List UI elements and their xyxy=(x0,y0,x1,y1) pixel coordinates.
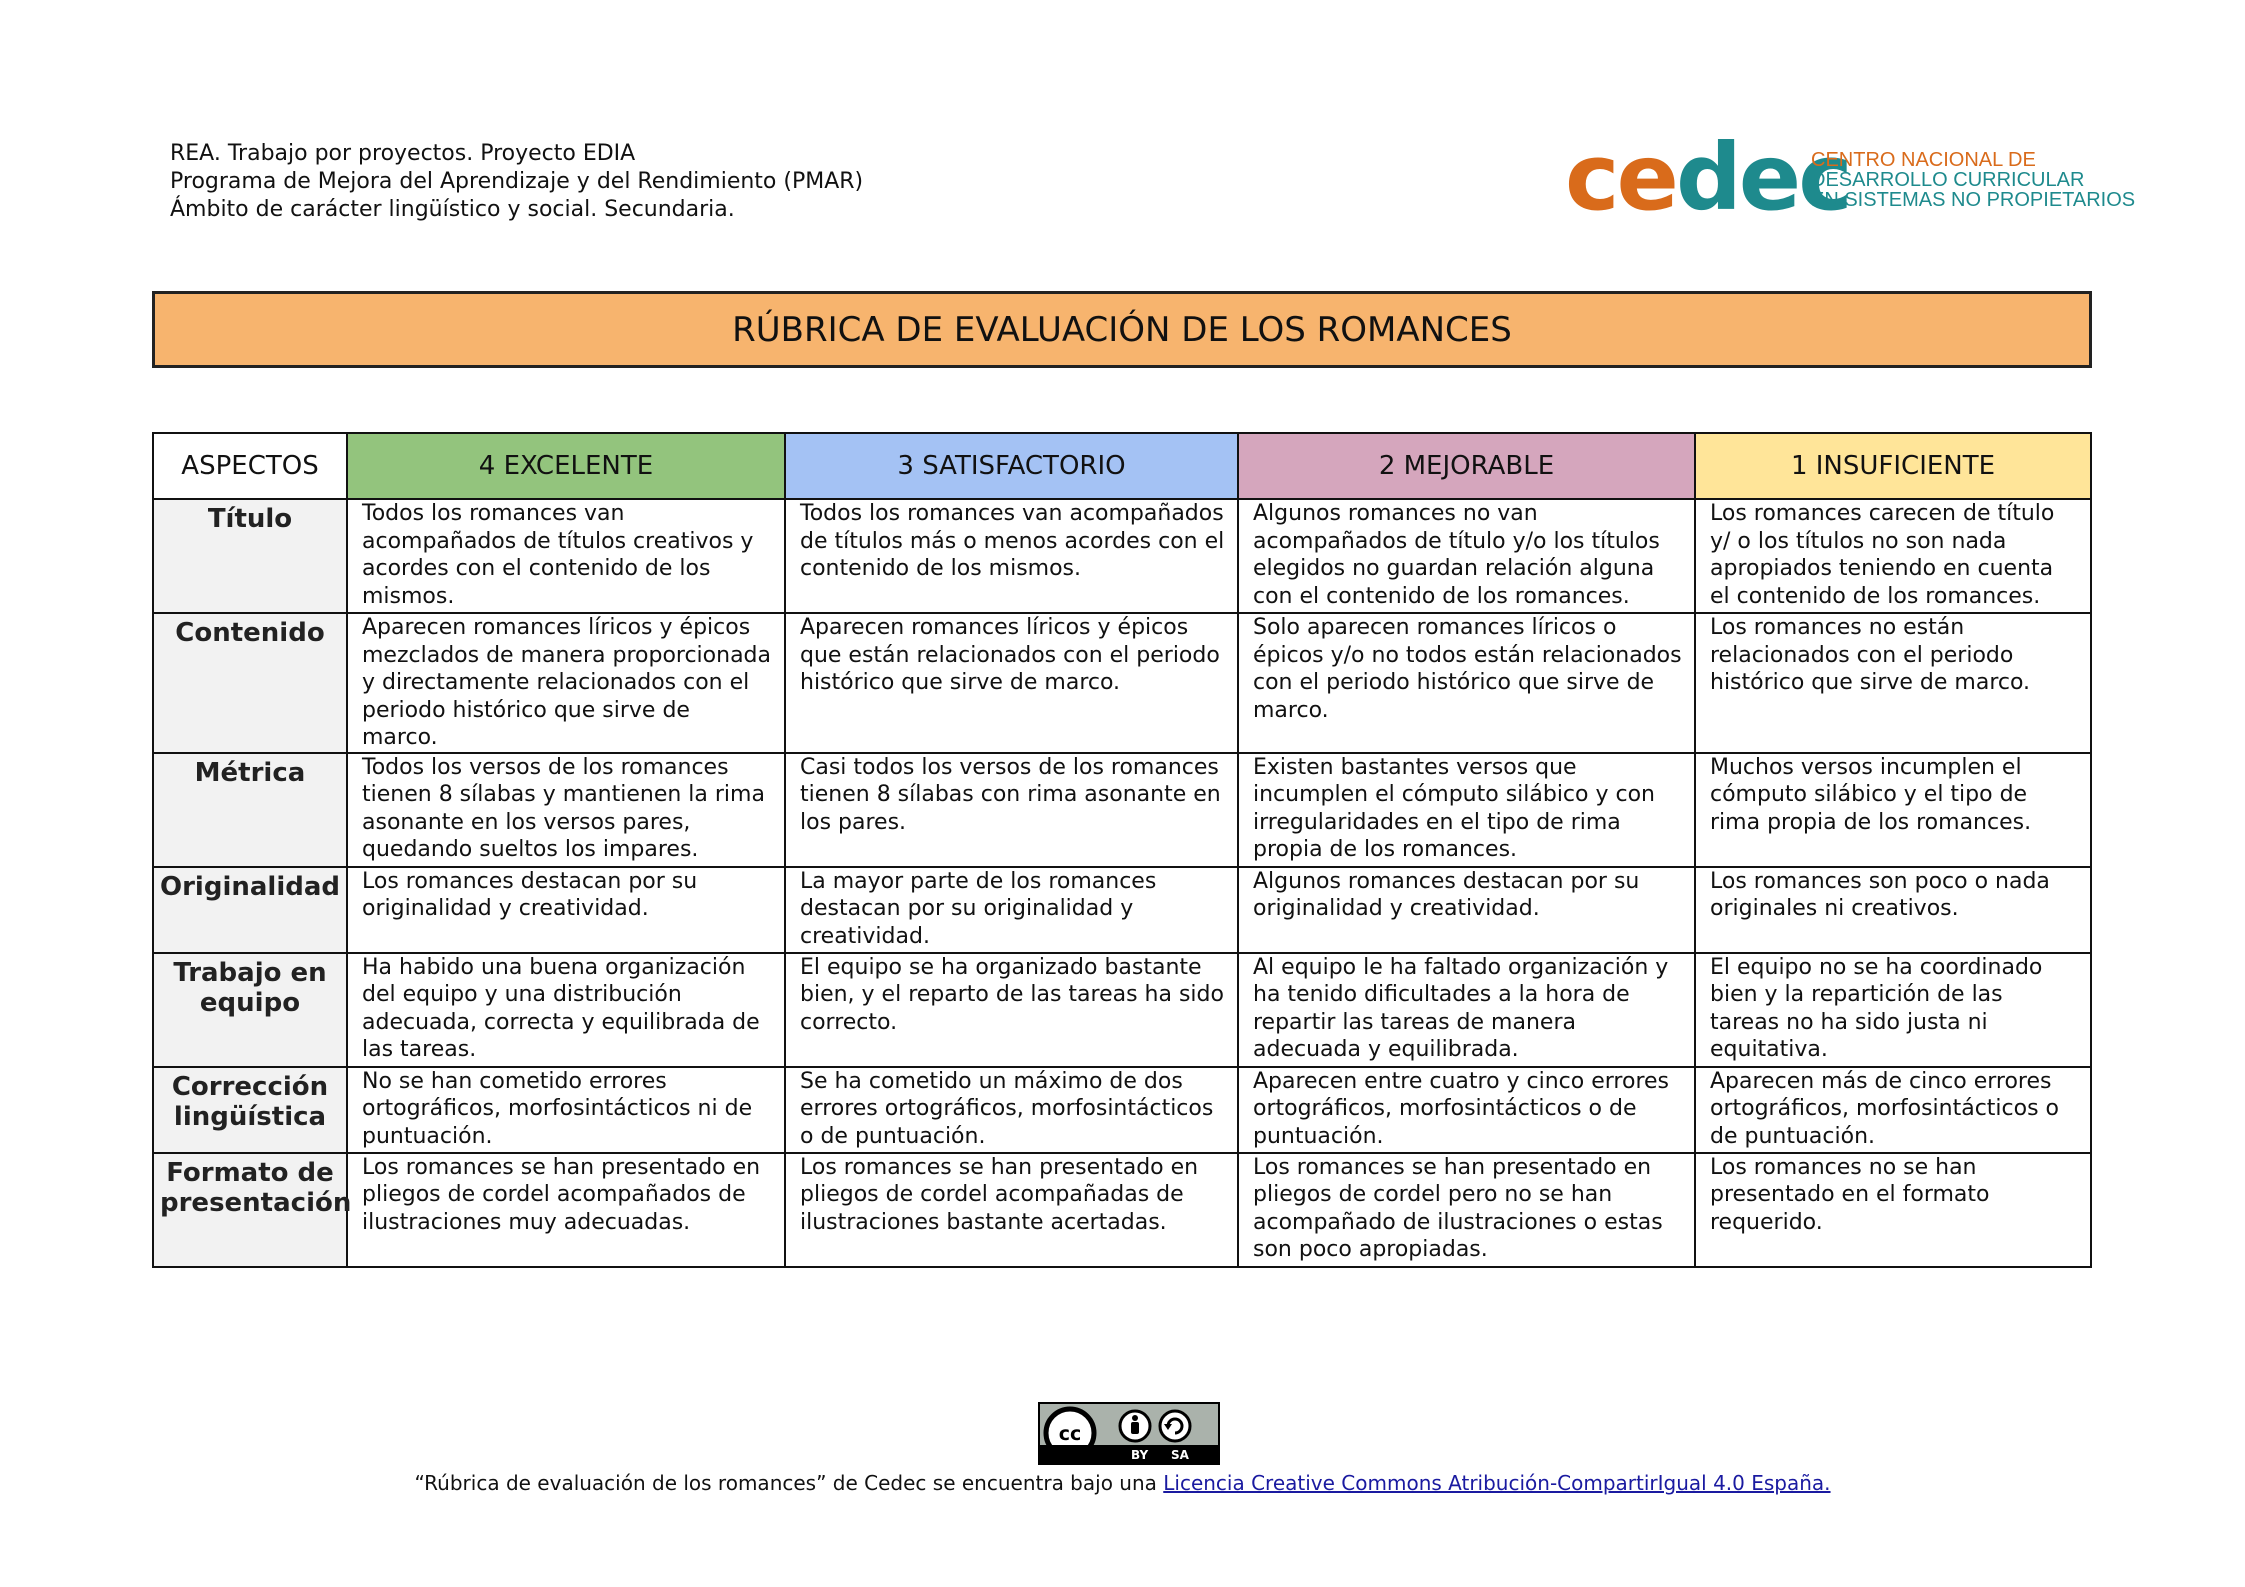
satisfactorio-cell: Se ha cometido un máximo de dos errores ortográficos, morfosintácticos o de puntuación. xyxy=(785,1067,1238,1153)
satisfactorio-cell: Todos los romances van acompañados de títulos más o menos acordes con el contenido de los mismos. xyxy=(785,499,1238,613)
table-row xyxy=(153,953,2091,1067)
excelente-cell: Los romances se han presentado en pliegos de cordel acompañados de ilustraciones muy adecuadas. xyxy=(347,1153,785,1267)
insuficiente-cell: Los romances son poco o nada originales ni creativos. xyxy=(1695,867,2091,953)
cc-by-sa-badge[interactable] xyxy=(1038,1402,1220,1465)
aspect-cell: Trabajo en equipo xyxy=(153,953,347,1067)
header-excelente: 4 EXCELENTE xyxy=(347,433,785,499)
excelente-cell: Los romances destacan por su originalidad y creatividad. xyxy=(347,867,785,953)
excelente-cell: Todos los romances van acompañados de títulos creativos y acordes con el contenido de los mismos. xyxy=(347,499,785,613)
rubric-header-row xyxy=(153,433,2091,499)
cedec-logo xyxy=(1565,124,2136,231)
cedec-logo-subtitle-line-2: DESARROLLO CURRICULAR xyxy=(1811,169,2085,191)
aspect-cell: Formato de presentación xyxy=(153,1153,347,1267)
svg-text:cc: cc xyxy=(1058,1423,1082,1445)
header-line-2: Programa de Mejora del Aprendizaje y del Rendimiento (PMAR) xyxy=(170,169,864,194)
insuficiente-cell: Los romances carecen de título y/ o los títulos no son nada apropiados teniendo en cuenta el contenido de los romances. xyxy=(1695,499,2091,613)
cedec-logo-subtitle-line-1: CENTRO NACIONAL DE xyxy=(1811,149,2036,171)
insuficiente-cell: El equipo no se ha coordinado bien y la repartición de las tareas no ha sido justa ni equitativa. xyxy=(1695,953,2091,1067)
table-row xyxy=(153,499,2091,613)
header-line-1: REA. Trabajo por proyectos. Proyecto EDIA xyxy=(170,141,636,166)
header-aspectos: ASPECTOS xyxy=(153,433,347,499)
aspect-cell: Originalidad xyxy=(153,867,347,953)
license-text: “Rúbrica de evaluación de los romances” de Cedec se encuentra bajo una xyxy=(414,1471,1164,1495)
rubric-title: RÚBRICA DE EVALUACIÓN DE LOS ROMANCES xyxy=(152,291,2092,368)
document-header xyxy=(170,140,863,224)
cedec-logo-subtitle-line-3: EN SISTEMAS NO PROPIETARIOS xyxy=(1811,189,2136,211)
mejorable-cell: Al equipo le ha faltado organización y ha tenido dificultades a la hora de repartir las tareas de manera adecuada y equilibrada. xyxy=(1238,953,1695,1067)
rubric-table xyxy=(152,432,2092,1268)
insuficiente-cell: Aparecen más de cinco errores ortográficos, morfosintácticos o de puntuación. xyxy=(1695,1067,2091,1153)
header-mejorable: 2 MEJORABLE xyxy=(1238,433,1695,499)
cedec-logo-word xyxy=(1565,124,1850,231)
header-satisfactorio: 3 SATISFACTORIO xyxy=(785,433,1238,499)
header-insuficiente: 1 INSUFICIENTE xyxy=(1695,433,2091,499)
aspect-cell: Corrección lingüística xyxy=(153,1067,347,1153)
satisfactorio-cell: El equipo se ha organizado bastante bien, y el reparto de las tareas ha sido correcto. xyxy=(785,953,1238,1067)
license-footer xyxy=(0,1471,2245,1495)
table-row xyxy=(153,613,2091,753)
aspect-cell: Métrica xyxy=(153,753,347,867)
license-link[interactable]: Licencia Creative Commons Atribución-CompartirIgual 4.0 España. xyxy=(1163,1471,1831,1495)
table-row xyxy=(153,1153,2091,1267)
cc-sa-label: SA xyxy=(1171,1448,1189,1462)
mejorable-cell: Algunos romances destacan por su originalidad y creatividad. xyxy=(1238,867,1695,953)
mejorable-cell: Algunos romances no van acompañados de título y/o los títulos elegidos no guardan relación alguna con el contenido de los romances. xyxy=(1238,499,1695,613)
cedec-logo-word-part-1: ce xyxy=(1565,124,1676,231)
satisfactorio-cell: Aparecen romances líricos y épicos que están relacionados con el periodo histórico que sirve de marco. xyxy=(785,613,1238,753)
cedec-logo-subtitle xyxy=(1811,150,2135,210)
insuficiente-cell: Los romances no se han presentado en el formato requerido. xyxy=(1695,1153,2091,1267)
aspect-cell: Título xyxy=(153,499,347,613)
aspect-cell: Contenido xyxy=(153,613,347,753)
excelente-cell: Todos los versos de los romances tienen 8 sílabas y mantienen la rima asonante en los versos pares, quedando sueltos los impares. xyxy=(347,753,785,867)
cc-by-label: BY xyxy=(1131,1448,1149,1462)
excelente-cell: Ha habido una buena organización del equipo y una distribución adecuada, correcta y equilibrada de las tareas. xyxy=(347,953,785,1067)
table-row xyxy=(153,753,2091,867)
mejorable-cell: Los romances se han presentado en pliegos de cordel pero no se han acompañado de ilustraciones o estas son poco apropiadas. xyxy=(1238,1153,1695,1267)
cedec-logo-word-part-2: dec xyxy=(1675,124,1850,231)
insuficiente-cell: Los romances no están relacionados con el periodo histórico que sirve de marco. xyxy=(1695,613,2091,753)
mejorable-cell: Existen bastantes versos que incumplen el cómputo silábico y con irregularidades en el tipo de rima propia de los romances. xyxy=(1238,753,1695,867)
satisfactorio-cell: Los romances se han presentado en pliegos de cordel acompañadas de ilustraciones bastante acertadas. xyxy=(785,1153,1238,1267)
excelente-cell: No se han cometido errores ortográficos, morfosintácticos ni de puntuación. xyxy=(347,1067,785,1153)
mejorable-cell: Aparecen entre cuatro y cinco errores ortográficos, morfosintácticos o de puntuación. xyxy=(1238,1067,1695,1153)
satisfactorio-cell: La mayor parte de los romances destacan por su originalidad y creatividad. xyxy=(785,867,1238,953)
table-row xyxy=(153,1067,2091,1153)
satisfactorio-cell: Casi todos los versos de los romances tienen 8 sílabas con rima asonante en los pares. xyxy=(785,753,1238,867)
excelente-cell: Aparecen romances líricos y épicos mezclados de manera proporcionada y directamente relacionados con el periodo histórico que sirve de marco. xyxy=(347,613,785,753)
cc-badge-band xyxy=(1040,1445,1218,1463)
mejorable-cell: Solo aparecen romances líricos o épicos y/o no todos están relacionados con el periodo histórico que sirve de marco. xyxy=(1238,613,1695,753)
insuficiente-cell: Muchos versos incumplen el cómputo silábico y el tipo de rima propia de los romances. xyxy=(1695,753,2091,867)
table-row xyxy=(153,867,2091,953)
header-line-3: Ámbito de carácter lingüístico y social. Secundaria. xyxy=(170,197,735,222)
